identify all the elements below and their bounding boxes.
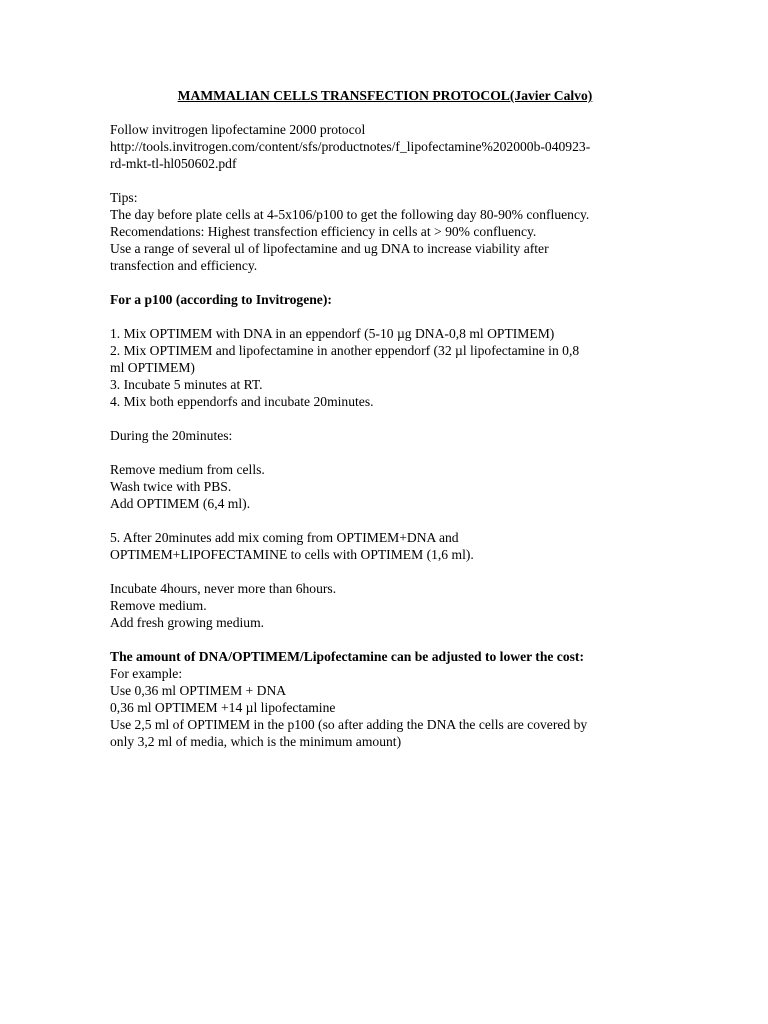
during-item: Remove medium from cells. [110, 462, 265, 477]
tips-heading: Tips: [110, 190, 138, 205]
cost-section [110, 648, 660, 750]
step-item: 3. Incubate 5 minutes at RT. [110, 377, 263, 392]
cost-line: 0,36 ml OPTIMEM +14 µl lipofectamine [110, 700, 336, 715]
spacer [110, 308, 660, 325]
tips-line: Use a range of several ul of lipofectamine and ug DNA to increase viability after [110, 241, 549, 256]
step5-line: 5. After 20minutes add mix coming from OPTIMEM+DNA and [110, 530, 459, 545]
p100-steps [110, 325, 660, 410]
document-title: MAMMALIAN CELLS TRANSFECTION PROTOCOL(Javier Calvo) [177, 88, 593, 103]
spacer [110, 274, 660, 291]
spacer [110, 563, 660, 580]
tips-line: The day before plate cells at 4-5x106/p100 to get the following day 80-90% confluency. [110, 207, 590, 222]
incubate-line: Add fresh growing medium. [110, 615, 265, 630]
tips-section [110, 189, 660, 274]
intro-section [110, 121, 660, 172]
spacer [110, 410, 660, 427]
cost-line: For example: [110, 666, 183, 681]
spacer [110, 512, 660, 529]
tips-line: transfection and efficiency. [110, 258, 258, 273]
during-item: Wash twice with PBS. [110, 479, 232, 494]
document-page [110, 87, 660, 750]
spacer [110, 631, 660, 648]
incubate-line: Remove medium. [110, 598, 207, 613]
protocol-url-line-1: http://tools.invitrogen.com/content/sfs/productnotes/f_lipofectamine%202000b-040923- [110, 139, 591, 154]
p100-heading: For a p100 (according to Invitrogene): [110, 292, 332, 307]
tips-line: Recomendations: Highest transfection efficiency in cells at > 90% confluency. [110, 224, 537, 239]
step5-line: OPTIMEM+LIPOFECTAMINE to cells with OPTIMEM (1,6 ml). [110, 547, 474, 562]
cost-line: Use 0,36 ml OPTIMEM + DNA [110, 683, 287, 698]
cost-heading: The amount of DNA/OPTIMEM/Lipofectamine can be adjusted to lower the cost: [110, 649, 584, 664]
step-item: 1. Mix OPTIMEM with DNA in an eppendorf (5-10 µg DNA-0,8 ml OPTIMEM) [110, 326, 555, 341]
during-heading: During the 20minutes: [110, 428, 233, 443]
protocol-url-line-2: rd-mkt-tl-hl050602.pdf [110, 156, 237, 171]
cost-line: Use 2,5 ml of OPTIMEM in the p100 (so after adding the DNA the cells are covered by [110, 717, 588, 732]
incubate-section [110, 580, 660, 631]
intro-text: Follow invitrogen lipofectamine 2000 protocol [110, 122, 366, 137]
during-item: Add OPTIMEM (6,4 ml). [110, 496, 251, 511]
cost-line: only 3,2 ml of media, which is the minimum amount) [110, 734, 402, 749]
step-item: 4. Mix both eppendorfs and incubate 20minutes. [110, 394, 374, 409]
spacer [110, 444, 660, 461]
step5-section [110, 529, 660, 563]
spacer [110, 172, 660, 189]
step-item: 2. Mix OPTIMEM and lipofectamine in another eppendorf (32 µl lipofectamine in 0,8 [110, 343, 580, 358]
incubate-line: Incubate 4hours, never more than 6hours. [110, 581, 337, 596]
during-steps [110, 461, 660, 512]
step-item-continuation: ml OPTIMEM) [110, 360, 195, 375]
